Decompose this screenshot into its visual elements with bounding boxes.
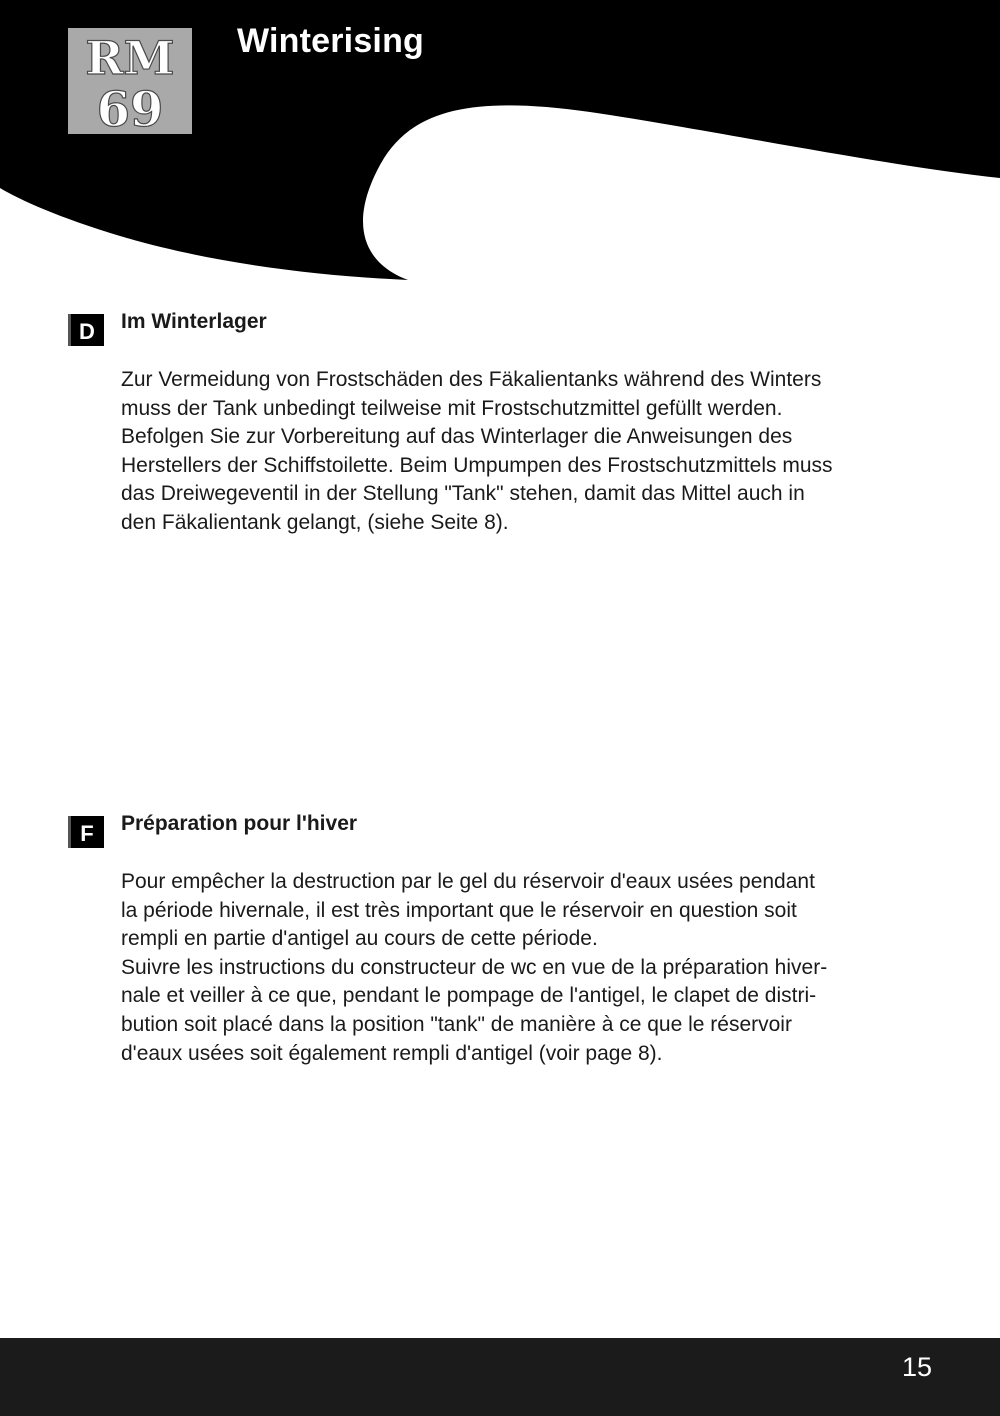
svg-text:D: D bbox=[79, 319, 95, 344]
body-line: Suivre les instructions du constructeur de wc en vue de la préparation hiver- bbox=[121, 955, 828, 979]
section-body bbox=[121, 366, 941, 538]
section-heading: Im Winterlager bbox=[121, 310, 267, 333]
footer-bar bbox=[0, 1338, 1000, 1416]
section-body bbox=[121, 868, 941, 1068]
body-line: rempli en partie d'antigel au cours de cette période. bbox=[121, 927, 598, 951]
section-heading: Préparation pour l'hiver bbox=[121, 812, 358, 835]
page-title: Winterising bbox=[237, 22, 425, 60]
body-line: Zur Vermeidung von Frostschäden des Fäkalientanks während des Winters bbox=[121, 368, 822, 391]
language-badge-fr bbox=[68, 816, 104, 848]
rm69-logo bbox=[68, 28, 192, 134]
logo-text-bottom: 69 bbox=[96, 82, 164, 134]
page-number: 15 bbox=[901, 1352, 932, 1382]
body-line: Pour empêcher la destruction par le gel du réservoir d'eaux usées pendant bbox=[121, 870, 815, 893]
body-line: Herstellers der Schiffstoilette. Beim Umpumpen des Frostschutzmittels muss bbox=[121, 453, 833, 477]
body-line: la période hivernale, il est très important que le réservoir en question soit bbox=[121, 898, 797, 922]
body-line: das Dreiwegeventil in der Stellung "Tank" stehen, damit das Mittel auch in bbox=[121, 482, 805, 506]
body-line: bution soit placé dans la position "tank" de manière à ce que le réservoir bbox=[121, 1012, 792, 1036]
body-line: den Fäkalientank gelangt, (siehe Seite 8). bbox=[121, 510, 509, 534]
svg-text:F: F bbox=[80, 821, 94, 846]
body-line: d'eaux usées soit également rempli d'antigel (voir page 8). bbox=[121, 1041, 663, 1065]
body-line: nale et veiller à ce que, pendant le pompage de l'antigel, le clapet de distri- bbox=[121, 984, 817, 1008]
body-line: Befolgen Sie zur Vorbereitung auf das Winterlager die Anweisungen des bbox=[121, 425, 793, 449]
language-badge-de bbox=[68, 314, 104, 346]
logo-text-top: RM bbox=[85, 31, 175, 85]
body-line: muss der Tank unbedingt teilweise mit Frostschutzmittel gefüllt werden. bbox=[121, 396, 783, 420]
